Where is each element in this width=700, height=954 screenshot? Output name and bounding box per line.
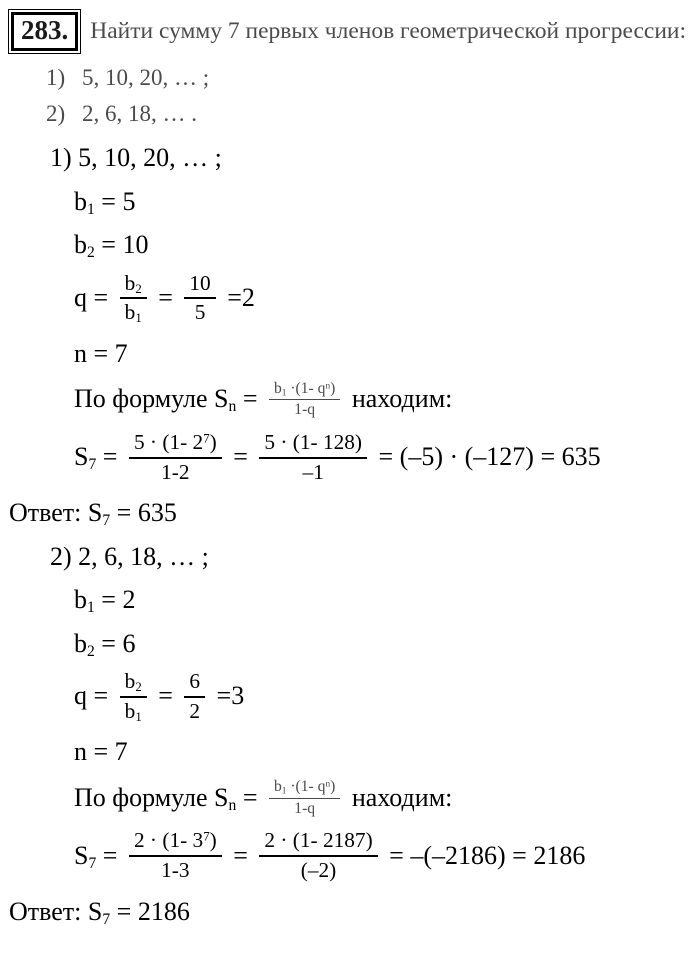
math-text: 10	[189, 270, 211, 295]
math-text: q =	[74, 681, 115, 711]
math-text: 2 · (1- 2187)	[264, 828, 373, 853]
math-text: = 6	[94, 628, 136, 658]
math-text: = (–5) · (–127) = 635	[372, 442, 601, 472]
math-text: 1-q	[294, 401, 316, 419]
solution-1-line-answer	[9, 497, 694, 530]
fraction	[184, 669, 205, 723]
numerator	[259, 430, 367, 459]
math-text: 2) 2, 6, 18, … ;	[50, 541, 209, 571]
math-text: b	[124, 669, 136, 694]
superscript: 7	[203, 830, 210, 845]
problem-item-marker: 2)	[46, 101, 66, 127]
math-text: )	[209, 430, 217, 455]
denominator	[120, 698, 147, 724]
problem-header	[8, 10, 694, 51]
math-text: =	[151, 282, 180, 312]
denominator	[269, 400, 340, 419]
math-text: b	[74, 230, 87, 260]
numerator	[120, 271, 147, 300]
math-text: S	[74, 442, 89, 472]
math-text: b	[124, 270, 136, 295]
math-text: =3	[210, 681, 245, 711]
fraction	[259, 430, 367, 484]
fraction	[120, 271, 147, 325]
math-text: =	[96, 442, 124, 472]
denominator	[259, 857, 377, 883]
numerator	[269, 380, 340, 401]
math-text: =	[96, 840, 124, 870]
superscript: 7	[203, 431, 210, 446]
denominator	[129, 459, 222, 485]
math-text: =	[236, 384, 264, 414]
math-text: )	[330, 777, 336, 795]
solution-1-line-step	[74, 432, 694, 486]
math-text: 1-2	[161, 459, 190, 484]
fraction	[120, 669, 147, 723]
solution-1-line-step	[74, 229, 694, 262]
superscript: n	[325, 380, 331, 391]
numerator	[129, 430, 222, 459]
subscript: 2	[135, 281, 142, 296]
solution-1-line-step	[74, 186, 694, 219]
math-text: 1-q	[294, 799, 316, 817]
denominator	[120, 299, 147, 325]
subscript: 2	[87, 642, 95, 660]
subscript: n	[228, 398, 237, 416]
numerator	[129, 828, 222, 857]
math-text: находим:	[345, 782, 453, 812]
problem-item	[46, 61, 694, 94]
fraction	[259, 828, 377, 882]
solution-1-line-step	[74, 381, 694, 421]
subscript: 1	[281, 786, 287, 797]
math-text: 2 · (1- 3	[133, 828, 204, 853]
math-text: 5 · (1- 2	[133, 430, 204, 455]
math-text: = 635	[110, 498, 177, 528]
math-text: Ответ: S	[9, 896, 103, 926]
subscript: 2	[87, 244, 95, 262]
subscript: n	[228, 796, 237, 814]
solution-1-line-step	[74, 338, 694, 371]
math-text: ·(1- q	[286, 379, 326, 397]
solution-2-line-step	[74, 777, 694, 820]
math-text: 1-3	[161, 857, 190, 882]
math-text: n = 7	[74, 737, 128, 767]
math-text: b	[124, 698, 136, 723]
math-text: b	[273, 777, 282, 795]
subscript: 2	[135, 680, 142, 695]
math-text: =	[151, 681, 180, 711]
subscript: 1	[87, 599, 95, 617]
math-text: )	[209, 828, 217, 853]
math-text: b	[74, 585, 87, 615]
problem-item-marker: 1)	[46, 64, 66, 90]
subscript: 1	[87, 200, 95, 218]
subscript: 7	[102, 512, 111, 530]
numerator	[184, 271, 215, 300]
subscript: 1	[135, 311, 142, 326]
solution-2-line-step	[74, 628, 694, 661]
math-text: b	[273, 379, 282, 397]
math-text: Ответ: S	[9, 498, 103, 528]
denominator	[269, 799, 340, 818]
denominator	[184, 698, 205, 724]
problem-item-text: 5, 10, 20, … ;	[82, 64, 210, 90]
subscript: 7	[102, 910, 111, 928]
math-text: 6	[189, 669, 201, 694]
math-text: 2	[189, 698, 201, 723]
subscript: 1	[135, 709, 142, 724]
fraction	[129, 430, 222, 484]
numerator	[184, 669, 205, 698]
math-text: 5	[194, 300, 206, 325]
solution-2-line-step	[74, 584, 694, 617]
math-text: 5 · (1- 128)	[264, 430, 363, 455]
math-text: находим:	[345, 384, 453, 414]
denominator	[129, 857, 222, 883]
problem-item-text: 2, 6, 18, … .	[82, 101, 197, 127]
math-text: = 5	[94, 186, 136, 216]
solution-2-line-answer	[9, 896, 694, 929]
subscript: 7	[88, 854, 97, 872]
math-text: n = 7	[74, 338, 128, 368]
denominator	[259, 459, 367, 485]
solution-steps	[8, 142, 694, 928]
math-text: S	[74, 840, 89, 870]
subscript: 1	[281, 387, 287, 398]
numerator	[120, 669, 147, 698]
math-text: По формуле S	[74, 384, 229, 414]
problem-statement: Найти сумму 7 первых членов геометрической прогрессии:	[90, 18, 687, 44]
math-text: 1) 5, 10, 20, … ;	[50, 143, 222, 173]
math-text: b	[74, 186, 87, 216]
math-text: b	[74, 628, 87, 658]
math-text: ·(1- q	[286, 777, 326, 795]
fraction	[129, 828, 222, 882]
math-text: =2	[220, 282, 255, 312]
math-text: = 2186	[110, 896, 190, 926]
solution-2-line-step	[74, 671, 694, 725]
problem-item	[46, 97, 694, 130]
math-text: = 10	[94, 230, 149, 260]
math-text: =	[226, 442, 255, 472]
math-text: По формуле S	[74, 782, 229, 812]
numerator	[259, 828, 377, 857]
subscript: 7	[88, 456, 97, 474]
fraction	[269, 380, 340, 420]
math-text: b	[124, 300, 136, 325]
solution-1-line-step	[74, 270, 694, 327]
solution-1-line-case	[50, 142, 694, 175]
math-text: =	[226, 840, 255, 870]
math-text: = 2	[94, 585, 136, 615]
math-text: = –(–2186) = 2186	[382, 840, 586, 870]
denominator	[184, 299, 215, 325]
math-text: )	[330, 379, 336, 397]
math-text: –1	[302, 459, 324, 484]
math-text: =	[236, 782, 264, 812]
math-text: (–2)	[300, 857, 337, 882]
math-text: q =	[74, 282, 115, 312]
problem-number: 283.	[21, 15, 69, 45]
problem-number-box	[11, 12, 78, 51]
numerator	[269, 778, 340, 799]
superscript: n	[325, 779, 331, 790]
fraction	[269, 778, 340, 818]
solution-2-line-case	[50, 541, 694, 574]
fraction	[184, 271, 215, 325]
solution-2-line-step	[74, 736, 694, 769]
solution-2-line-step	[74, 828, 694, 885]
